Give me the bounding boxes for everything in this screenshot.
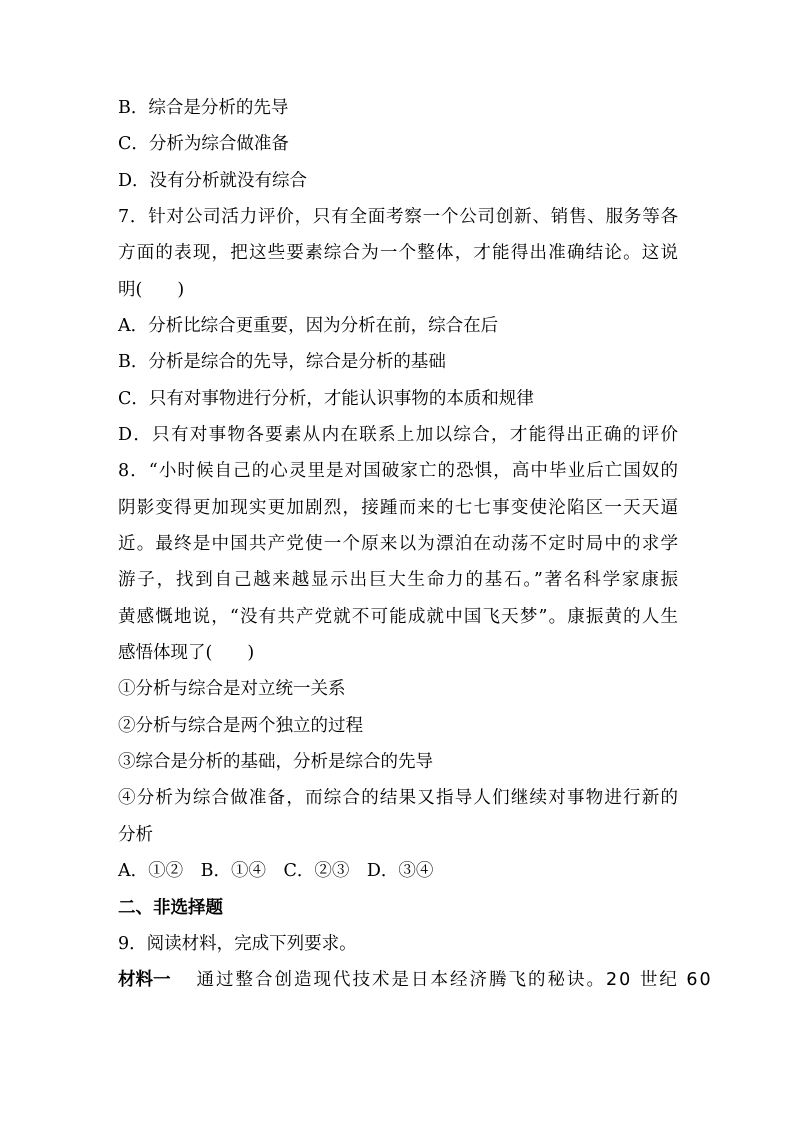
q7-stem-line-1: 7．针对公司活力评价，只有全面考察一个公司创新、销售、服务等各	[118, 207, 678, 227]
q8-statement-4-line-2: 分析	[118, 825, 153, 845]
q7-option-c: C．只有对事物进行分析，才能认识事物的本质和规律	[118, 389, 534, 409]
q8-statement-4-line-1: ④分析为综合做准备，而综合的结果又指导人们继续对事物进行新的	[118, 788, 678, 808]
material-one-label: 材料一	[118, 970, 171, 990]
q7-option-d: D．只有对事物各要素从内在联系上加以综合，才能得出正确的评价	[118, 425, 678, 445]
section-heading: 二、非选择题	[118, 898, 223, 918]
q8-options: A．①② B．①④ C．②③ D．③④	[118, 861, 434, 881]
q8-statement-2: ②分析与综合是两个独立的过程	[118, 716, 363, 736]
material-one-text: 通过整合创造现代技术是日本经济腾飞的秘诀。20 世纪 60	[196, 970, 713, 990]
q9-stem: 9．阅读材料，完成下列要求。	[118, 934, 357, 954]
q6-option-d: D．没有分析就没有综合	[118, 171, 308, 191]
q7-option-a: A．分析比综合更重要，因为分析在前，综合在后	[118, 316, 499, 336]
q6-option-c: C．分析为综合做准备	[118, 134, 289, 154]
q8-statement-1: ①分析与综合是对立统一关系	[118, 679, 346, 699]
q6-option-b: B．综合是分析的先导	[118, 98, 289, 118]
q7-option-b: B．分析是综合的先导，综合是分析的基础	[118, 352, 446, 372]
material-one	[118, 968, 713, 992]
q7-stem-line-3: 明( )	[118, 280, 185, 300]
q8-stem-line-4: 游子，找到自己越来越显示出巨大生命力的基石。”著名科学家康振	[118, 570, 678, 590]
q8-stem-line-6: 感悟体现了( )	[118, 643, 255, 663]
q8-stem-line-2: 阴影变得更加现实更加剧烈，接踵而来的七七事变使沦陷区一天天逼	[118, 498, 678, 518]
q8-statement-3: ③综合是分析的基础，分析是综合的先导	[118, 752, 433, 772]
q8-stem-line-1: 8．“小时候自己的心灵里是对国破家亡的恐惧，高中毕业后亡国奴的	[118, 461, 678, 481]
q7-stem-line-2: 方面的表现，把这些要素综合为一个整体，才能得出准确结论。这说	[118, 243, 678, 263]
q8-stem-line-3: 近。最终是中国共产党使一个原来以为漂泊在动荡不定时局中的求学	[118, 534, 678, 554]
q8-stem-line-5: 黄感慨地说，“没有共产党就不可能成就中国飞天梦”。康振黄的人生	[118, 607, 678, 627]
